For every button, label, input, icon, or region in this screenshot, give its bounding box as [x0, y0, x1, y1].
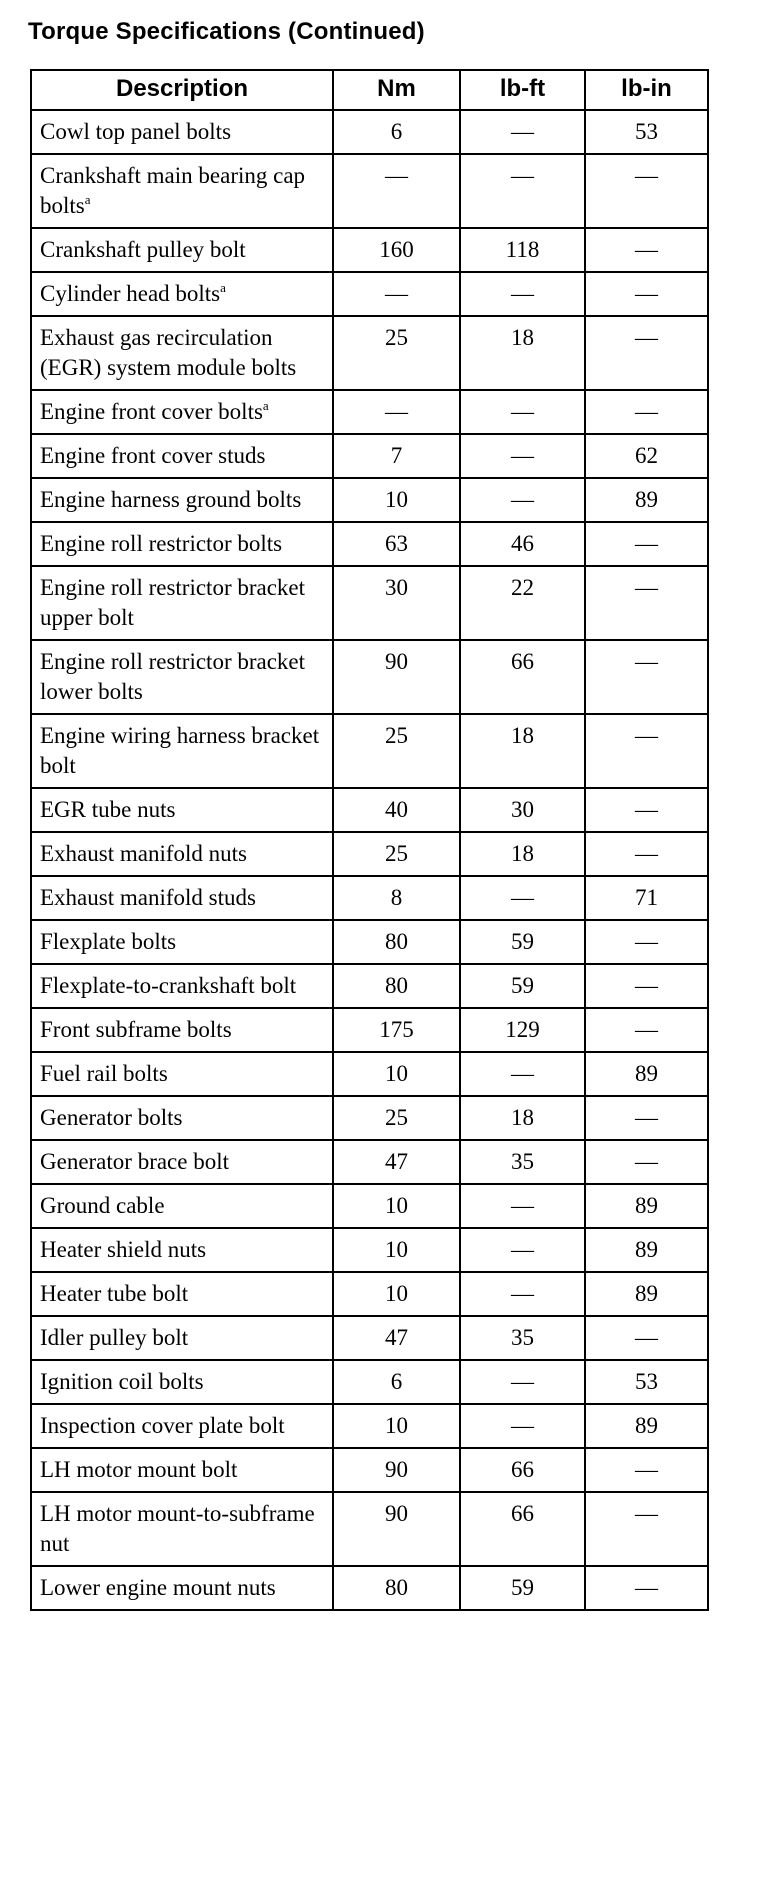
description-cell: [31, 478, 333, 522]
description-cell: [31, 1140, 333, 1184]
nm-cell: 25: [333, 832, 460, 876]
nm-cell: 90: [333, 1492, 460, 1566]
description-text: Ground cable: [40, 1193, 165, 1218]
nm-cell: 30: [333, 566, 460, 640]
description-text: Generator brace bolt: [40, 1149, 230, 1174]
nm-cell: 10: [333, 1228, 460, 1272]
lb-in-cell: 89: [585, 1184, 708, 1228]
description-cell: [31, 788, 333, 832]
description-cell: [31, 228, 333, 272]
description-cell: [31, 390, 333, 434]
table-row: [31, 478, 708, 522]
description-cell: [31, 110, 333, 154]
lb-ft-cell: —: [460, 154, 585, 228]
nm-cell: 6: [333, 110, 460, 154]
lb-in-cell: 71: [585, 876, 708, 920]
description-text: Engine front cover studs: [40, 443, 266, 468]
lb-in-cell: —: [585, 566, 708, 640]
table-row: [31, 390, 708, 434]
table-header: [31, 70, 708, 110]
lb-ft-cell: —: [460, 478, 585, 522]
lb-ft-cell: —: [460, 1228, 585, 1272]
description-cell: [31, 316, 333, 390]
lb-ft-cell: —: [460, 434, 585, 478]
nm-cell: 6: [333, 1360, 460, 1404]
table-row: [31, 1008, 708, 1052]
lb-in-cell: —: [585, 1316, 708, 1360]
lb-ft-cell: 66: [460, 1448, 585, 1492]
description-cell: [31, 1566, 333, 1610]
lb-ft-cell: 129: [460, 1008, 585, 1052]
description-text: Flexplate bolts: [40, 929, 177, 954]
lb-in-cell: —: [585, 228, 708, 272]
lb-ft-cell: 59: [460, 920, 585, 964]
lb-in-cell: —: [585, 714, 708, 788]
lb-ft-cell: 118: [460, 228, 585, 272]
lb-ft-cell: 18: [460, 316, 585, 390]
description-text: LH motor mount-to-subframe nut: [40, 1501, 315, 1556]
table-row: [31, 1228, 708, 1272]
lb-ft-cell: 35: [460, 1140, 585, 1184]
lb-in-cell: —: [585, 1140, 708, 1184]
lb-ft-cell: 59: [460, 1566, 585, 1610]
description-cell: [31, 1008, 333, 1052]
description-text: Lower engine mount nuts: [40, 1575, 276, 1600]
description-text: Engine front cover bolts: [40, 399, 263, 424]
header-row: [31, 70, 708, 110]
table-row: [31, 876, 708, 920]
description-cell: [31, 1316, 333, 1360]
table-row: [31, 832, 708, 876]
description-cell: [31, 876, 333, 920]
lb-in-cell: —: [585, 522, 708, 566]
table-body: [31, 110, 708, 1610]
lb-in-cell: —: [585, 1096, 708, 1140]
description-text: Crankshaft main bearing cap bolts: [40, 163, 306, 218]
description-text: LH motor mount bolt: [40, 1457, 238, 1482]
table-row: [31, 1096, 708, 1140]
lb-in-cell: —: [585, 316, 708, 390]
lb-ft-cell: —: [460, 110, 585, 154]
table-row: [31, 1316, 708, 1360]
table-row: [31, 1404, 708, 1448]
description-text: Engine harness ground bolts: [40, 487, 302, 512]
torque-spec-table: [30, 69, 709, 1611]
description-cell: [31, 1052, 333, 1096]
table-row: [31, 1448, 708, 1492]
nm-cell: —: [333, 390, 460, 434]
table-row: [31, 316, 708, 390]
description-text: Exhaust manifold studs: [40, 885, 256, 910]
lb-in-cell: —: [585, 964, 708, 1008]
nm-cell: 25: [333, 1096, 460, 1140]
description-cell: [31, 522, 333, 566]
description-text: Engine wiring harness bracket bolt: [40, 723, 320, 778]
footnote-marker: a: [220, 280, 226, 295]
lb-in-cell: 89: [585, 1272, 708, 1316]
lb-ft-cell: 59: [460, 964, 585, 1008]
lb-in-cell: 89: [585, 1404, 708, 1448]
lb-in-cell: —: [585, 788, 708, 832]
table-row: [31, 920, 708, 964]
description-text: Exhaust manifold nuts: [40, 841, 247, 866]
description-cell: [31, 964, 333, 1008]
nm-cell: 90: [333, 1448, 460, 1492]
description-text: Heater shield nuts: [40, 1237, 207, 1262]
nm-cell: 160: [333, 228, 460, 272]
description-text: Crankshaft pulley bolt: [40, 237, 246, 262]
nm-cell: 7: [333, 434, 460, 478]
lb-ft-cell: 18: [460, 714, 585, 788]
description-cell: [31, 1448, 333, 1492]
table-row: [31, 110, 708, 154]
table-row: [31, 1360, 708, 1404]
description-cell: [31, 1272, 333, 1316]
table-row: [31, 640, 708, 714]
lb-in-cell: —: [585, 832, 708, 876]
nm-cell: 8: [333, 876, 460, 920]
table-row: [31, 154, 708, 228]
lb-ft-cell: 35: [460, 1316, 585, 1360]
lb-in-cell: 53: [585, 1360, 708, 1404]
lb-in-cell: —: [585, 1448, 708, 1492]
description-text: Flexplate-to-crankshaft bolt: [40, 973, 297, 998]
description-cell: [31, 1184, 333, 1228]
description-cell: [31, 272, 333, 316]
table-row: [31, 228, 708, 272]
footnote-marker: a: [262, 398, 269, 413]
description-text: EGR tube nuts: [40, 797, 176, 822]
lb-in-cell: 89: [585, 1052, 708, 1096]
description-text: Front subframe bolts: [40, 1017, 232, 1042]
lb-in-cell: 53: [585, 110, 708, 154]
lb-ft-cell: 66: [460, 1492, 585, 1566]
table-row: [31, 1184, 708, 1228]
lb-ft-cell: 46: [460, 522, 585, 566]
description-cell: [31, 1492, 333, 1566]
lb-in-cell: —: [585, 272, 708, 316]
lb-ft-cell: —: [460, 390, 585, 434]
lb-ft-cell: —: [460, 1272, 585, 1316]
nm-cell: 10: [333, 1184, 460, 1228]
lb-ft-cell: 66: [460, 640, 585, 714]
table-row: [31, 714, 708, 788]
description-cell: [31, 1096, 333, 1140]
lb-ft-cell: —: [460, 272, 585, 316]
table-row: [31, 1566, 708, 1610]
description-text: Ignition coil bolts: [40, 1369, 204, 1394]
table-row: [31, 788, 708, 832]
description-text: Heater tube bolt: [40, 1281, 189, 1306]
lb-ft-cell: 30: [460, 788, 585, 832]
table-row: [31, 272, 708, 316]
lb-in-cell: —: [585, 154, 708, 228]
description-text: Fuel rail bolts: [40, 1061, 168, 1086]
nm-cell: 80: [333, 1566, 460, 1610]
description-cell: [31, 920, 333, 964]
header-lb-in: lb-in: [585, 70, 708, 110]
description-text: Engine roll restrictor bracket upper bolt: [40, 575, 306, 630]
nm-cell: 25: [333, 316, 460, 390]
header-nm: Nm: [333, 70, 460, 110]
nm-cell: 63: [333, 522, 460, 566]
lb-ft-cell: 22: [460, 566, 585, 640]
lb-in-cell: —: [585, 1008, 708, 1052]
table-row: [31, 566, 708, 640]
lb-ft-cell: 18: [460, 832, 585, 876]
lb-in-cell: —: [585, 640, 708, 714]
lb-ft-cell: —: [460, 1360, 585, 1404]
nm-cell: —: [333, 154, 460, 228]
description-cell: [31, 640, 333, 714]
lb-in-cell: —: [585, 1492, 708, 1566]
page-title: Torque Specifications (Continued): [28, 18, 425, 45]
nm-cell: 47: [333, 1316, 460, 1360]
description-text: Idler pulley bolt: [40, 1325, 189, 1350]
lb-in-cell: 89: [585, 478, 708, 522]
description-cell: [31, 154, 333, 228]
footnote-marker: a: [84, 192, 91, 207]
header-description: Description: [31, 70, 333, 110]
description-cell: [31, 434, 333, 478]
nm-cell: 80: [333, 964, 460, 1008]
lb-ft-cell: —: [460, 1052, 585, 1096]
nm-cell: —: [333, 272, 460, 316]
lb-ft-cell: —: [460, 1404, 585, 1448]
description-cell: [31, 1228, 333, 1272]
description-text: Engine roll restrictor bolts: [40, 531, 283, 556]
description-text: Cowl top panel bolts: [40, 119, 232, 144]
nm-cell: 80: [333, 920, 460, 964]
lb-ft-cell: —: [460, 1184, 585, 1228]
description-text: Exhaust gas recirculation (EGR) system module bolts: [40, 325, 297, 380]
lb-in-cell: 89: [585, 1228, 708, 1272]
description-cell: [31, 1360, 333, 1404]
table-row: [31, 522, 708, 566]
nm-cell: 10: [333, 1052, 460, 1096]
nm-cell: 10: [333, 1272, 460, 1316]
lb-in-cell: —: [585, 1566, 708, 1610]
nm-cell: 175: [333, 1008, 460, 1052]
description-text: Cylinder head bolts: [40, 281, 221, 306]
table-row: [31, 1272, 708, 1316]
nm-cell: 40: [333, 788, 460, 832]
table-row: [31, 964, 708, 1008]
table-row: [31, 434, 708, 478]
description-cell: [31, 566, 333, 640]
description-text: Inspection cover plate bolt: [40, 1413, 285, 1438]
table-row: [31, 1492, 708, 1566]
lb-ft-cell: 18: [460, 1096, 585, 1140]
lb-in-cell: —: [585, 390, 708, 434]
header-lb-ft: lb-ft: [460, 70, 585, 110]
description-text: Generator bolts: [40, 1105, 183, 1130]
nm-cell: 10: [333, 478, 460, 522]
lb-in-cell: —: [585, 920, 708, 964]
lb-ft-cell: —: [460, 876, 585, 920]
lb-in-cell: 62: [585, 434, 708, 478]
description-text: Engine roll restrictor bracket lower bolts: [40, 649, 306, 704]
nm-cell: 90: [333, 640, 460, 714]
nm-cell: 25: [333, 714, 460, 788]
nm-cell: 10: [333, 1404, 460, 1448]
table-row: [31, 1052, 708, 1096]
description-cell: [31, 832, 333, 876]
table-row: [31, 1140, 708, 1184]
description-cell: [31, 1404, 333, 1448]
nm-cell: 47: [333, 1140, 460, 1184]
description-cell: [31, 714, 333, 788]
